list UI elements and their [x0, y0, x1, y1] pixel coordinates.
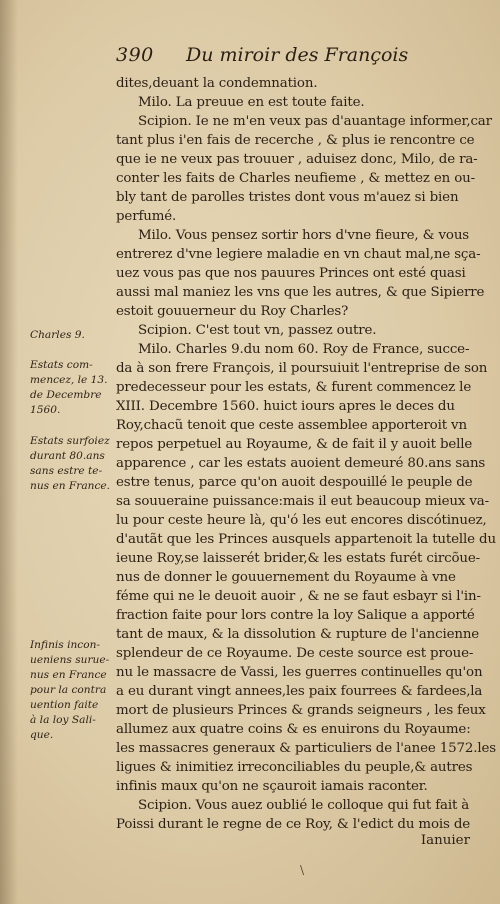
page-number: 390 — [116, 44, 154, 66]
text-line: Milo. Vous pensez sortir hors d'vne fieure, & vous — [138, 228, 470, 243]
text-line: nus de donner le gouuernement du Royaume à vne — [116, 570, 456, 585]
text-line: allumez aux quatre coins & es enuirons du Royaume: — [116, 722, 471, 737]
marginal-note-line: pour la contra — [30, 684, 107, 696]
text-line: que ie ne veux pas trouuer , aduisez donc, Milo, de ra- — [116, 152, 478, 167]
marginal-note — [30, 434, 110, 494]
text-line: sa souueraine puissance:mais il eut beaucoup mieux va- — [116, 494, 489, 509]
marginal-note-line: 1560. — [30, 404, 61, 416]
marginal-note-line: nus en France — [30, 669, 107, 681]
text-line: estoit gouuerneur du Roy Charles? — [116, 304, 349, 319]
catchword: Ianuier — [420, 833, 470, 848]
text-line: les massacres generaux & particuliers de l'anee 1572.les — [116, 741, 496, 756]
text-line: ieune Roy,se laisserét brider,& les estats furét circõue- — [116, 551, 480, 566]
text-line: féme qui ne le deuoit auoir , & ne se faut esbayr si l'in- — [116, 589, 481, 604]
text-line: conter les faits de Charles neufieme , & mettez en ou- — [116, 171, 475, 186]
marginal-note — [30, 328, 85, 343]
gutter-shadow — [0, 0, 18, 904]
marginal-note — [30, 638, 109, 743]
text-line: lu pour ceste heure là, qu'ó les eut encores discótinuez, — [116, 513, 487, 528]
marginal-note — [30, 358, 108, 418]
text-line: Scipion. Vous auez oublié le colloque qui fut fait à — [138, 798, 470, 813]
text-line: d'autãt que les Princes ausquels appartenoit la tutelle du — [116, 532, 496, 547]
marginal-note-line: ueniens surue- — [30, 654, 110, 666]
marginal-note-line: Infinis incon- — [30, 639, 101, 651]
marginal-note-line: sans estre te- — [30, 465, 103, 477]
marginal-note-line: à la loy Sali- — [30, 714, 96, 726]
text-line: infinis maux qu'on ne sçauroit iamais raconter. — [116, 779, 428, 794]
text-line: da à son frere François, il poursuiuit l'entreprise de son — [116, 361, 488, 376]
text-line: perfumé. — [116, 209, 177, 224]
text-line: nu le massacre de Vassi, les guerres continuelles qu'on — [116, 665, 483, 680]
text-line: tant plus i'en fais de recerche , & plus ie rencontre ce — [116, 133, 475, 148]
marginal-note-line: Estats com- — [30, 359, 93, 371]
text-line: Milo. La preuue en est toute faite. — [138, 95, 365, 110]
text-line: aussi mal maniez les vns que les autres, & que Sipierre — [116, 285, 485, 300]
text-line: uez vous pas que nos pauures Princes ont esté quasi — [116, 266, 466, 281]
text-line: ligues & inimitiez irreconciliables du peuple,& autres — [116, 760, 473, 775]
marginal-note-line: nus en France. — [30, 480, 111, 492]
text-line: apparence , car les estats auoient demeuré 80.ans sans — [116, 456, 486, 471]
text-line: Roy,chacũ tenoit que ceste assemblee apporteroit vn — [116, 418, 467, 433]
marginal-note-line: que. — [30, 729, 54, 741]
text-line: dites,deuant la condemnation. — [116, 76, 318, 91]
main-text-block — [116, 74, 496, 834]
text-line: Milo. Charles 9.du nom 60. Roy de France, succe- — [138, 342, 470, 357]
marginal-note-line: uention faite — [30, 699, 99, 711]
page-header — [116, 44, 486, 70]
text-line: mort de plusieurs Princes & grands seigneurs , les feux — [116, 703, 486, 718]
bottom-mark: \ — [300, 863, 305, 877]
marginal-note-line: Charles 9. — [30, 329, 85, 341]
text-line: predecesseur pour les estats, & furent commencez le — [116, 380, 472, 395]
text-line: entrerez d'vne legiere maladie en vn chaut mal,ne sça- — [116, 247, 481, 262]
text-line: fraction faite pour lors contre la loy Salique a apporté — [116, 608, 475, 623]
text-line: splendeur de ce Royaume. De ceste source est proue- — [116, 646, 474, 661]
marginal-note-line: Estats surfoiez — [30, 435, 110, 447]
text-line: Poissi durant le regne de ce Roy, & l'edict du mois de — [116, 817, 471, 832]
running-title: Du miroir des François — [186, 44, 409, 66]
text-line: a eu durant vingt annees,les paix fourrees & fardees,la — [116, 684, 483, 699]
marginal-note-line: durant 80.ans — [30, 450, 105, 462]
marginal-note-line: mencez, le 13. — [30, 374, 108, 386]
text-line: repos perpetuel au Royaume, & de fait il y auoit belle — [116, 437, 473, 452]
text-line: bly tant de parolles tristes dont vous m'auez si bien — [116, 190, 459, 205]
text-line: Scipion. Ie ne m'en veux pas d'auantage informer,car — [138, 114, 492, 129]
text-line: tant de maux, & la dissolution & rupture de l'ancienne — [116, 627, 480, 642]
marginal-note-line: de Decembre — [30, 389, 102, 401]
text-line: Scipion. C'est tout vn, passez outre. — [138, 323, 377, 338]
text-line: XIII. Decembre 1560. huict iours apres le deces du — [116, 399, 455, 414]
text-line: estre tenus, parce qu'on auoit despouillé le peuple de — [116, 475, 473, 490]
